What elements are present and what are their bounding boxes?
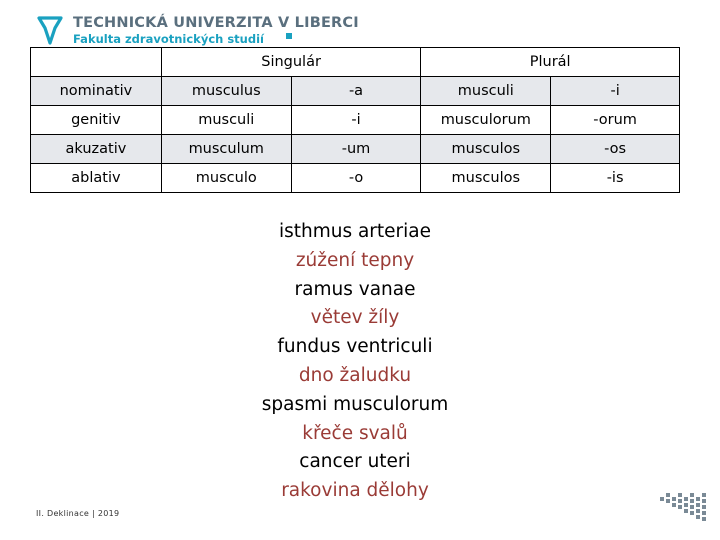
logo-square-icon bbox=[286, 33, 292, 39]
plural-form: musculorum bbox=[421, 106, 551, 135]
latin-phrase: spasmi musculorum bbox=[261, 393, 449, 415]
singular-header: Singulár bbox=[161, 48, 421, 77]
czech-translation: rakovina dělohy bbox=[281, 480, 429, 502]
phrase-list bbox=[200, 218, 510, 506]
singular-ending: -a bbox=[291, 77, 421, 106]
latin-phrase: cancer uteri bbox=[299, 451, 411, 473]
declension-table bbox=[30, 47, 680, 193]
plural-ending: -orum bbox=[551, 106, 680, 135]
university-emblem-icon bbox=[35, 16, 65, 45]
table-row bbox=[31, 106, 680, 135]
table-row bbox=[31, 164, 680, 193]
czech-translation: větev žíly bbox=[310, 307, 400, 329]
pixel-decoration-icon bbox=[660, 493, 706, 523]
singular-ending: -um bbox=[291, 135, 421, 164]
singular-form: musculum bbox=[161, 135, 291, 164]
czech-translation: dno žaludku bbox=[298, 364, 412, 386]
case-name: genitiv bbox=[31, 106, 162, 135]
latin-phrase: fundus ventriculi bbox=[277, 336, 433, 358]
plural-header: Plurál bbox=[421, 48, 680, 77]
latin-phrase: isthmus arteriae bbox=[278, 221, 432, 242]
czech-translation: zúžení tepny bbox=[295, 249, 415, 271]
university-name: TECHNICKÁ UNIVERZITA V LIBERCI bbox=[73, 15, 359, 31]
university-logo bbox=[35, 15, 359, 47]
plural-ending: -os bbox=[551, 135, 680, 164]
singular-ending: -o bbox=[291, 164, 421, 193]
singular-ending: -i bbox=[291, 106, 421, 135]
singular-form: musculo bbox=[161, 164, 291, 193]
case-name: nominativ bbox=[31, 77, 162, 106]
latin-phrase: ramus vanae bbox=[294, 278, 416, 300]
table-header-row bbox=[31, 48, 680, 77]
plural-form: musculi bbox=[421, 77, 551, 106]
czech-translation: křeče svalů bbox=[302, 422, 408, 444]
singular-form: musculi bbox=[161, 106, 291, 135]
plural-form: musculos bbox=[421, 135, 551, 164]
plural-form: musculos bbox=[421, 164, 551, 193]
faculty-name: Fakulta zdravotnických studií bbox=[73, 32, 264, 46]
plural-ending: -is bbox=[551, 164, 680, 193]
table-row bbox=[31, 135, 680, 164]
case-name: akuzativ bbox=[31, 135, 162, 164]
table-corner-cell bbox=[31, 48, 162, 77]
slide-footer: II. Deklinace | 2019 bbox=[36, 509, 120, 518]
singular-form: musculus bbox=[161, 77, 291, 106]
plural-ending: -i bbox=[551, 77, 680, 106]
case-name: ablativ bbox=[31, 164, 162, 193]
table-row bbox=[31, 77, 680, 106]
